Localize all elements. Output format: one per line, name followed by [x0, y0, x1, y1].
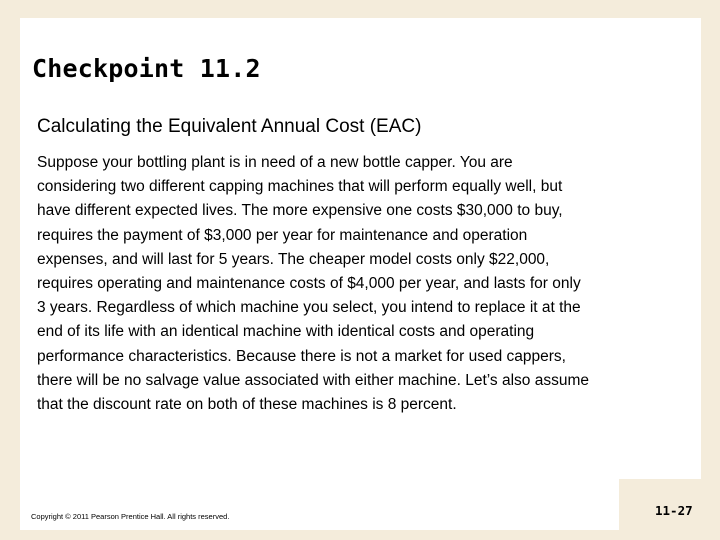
top-border-strip: [0, 0, 720, 18]
slide-subtitle: Calculating the Equivalent Annual Cost (EAC): [37, 116, 422, 137]
problem-statement: [37, 151, 589, 417]
body-line: Suppose your bottling plant is in need of a new bottle capper. You are: [37, 154, 513, 171]
body-line: there will be no salvage value associated with either machine. Let’s also assume: [37, 371, 589, 389]
body-line: that the discount rate on both of these machines is 8 percent.: [37, 396, 457, 414]
body-line: performance characteristics. Because there is not a market for used cappers,: [37, 347, 566, 365]
body-line: requires the payment of $3,000 per year for maintenance and operation: [37, 226, 528, 244]
body-line: expenses, and will last for 5 years. The cheaper model costs only $22,000,: [37, 250, 550, 268]
slide-title: Checkpoint 11.2: [32, 54, 261, 83]
body-line: 3 years. Regardless of which machine you select, you intend to replace it at the: [37, 299, 581, 317]
body-line: have different expected lives. The more expensive one costs $30,000 to buy,: [37, 202, 563, 220]
page-number: 11-27: [655, 503, 693, 518]
bottom-border-strip: [0, 530, 720, 540]
copyright-notice: Copyright © 2011 Pearson Prentice Hall. All rights reserved.: [31, 512, 230, 521]
right-border-strip: [701, 0, 720, 540]
body-line: requires operating and maintenance costs of $4,000 per year, and lasts for only: [37, 275, 581, 293]
body-line: end of its life with an identical machine with identical costs and operating: [37, 323, 535, 341]
left-border-strip: [0, 0, 20, 540]
body-line: considering two different capping machines that will perform equally well, but: [37, 178, 563, 196]
